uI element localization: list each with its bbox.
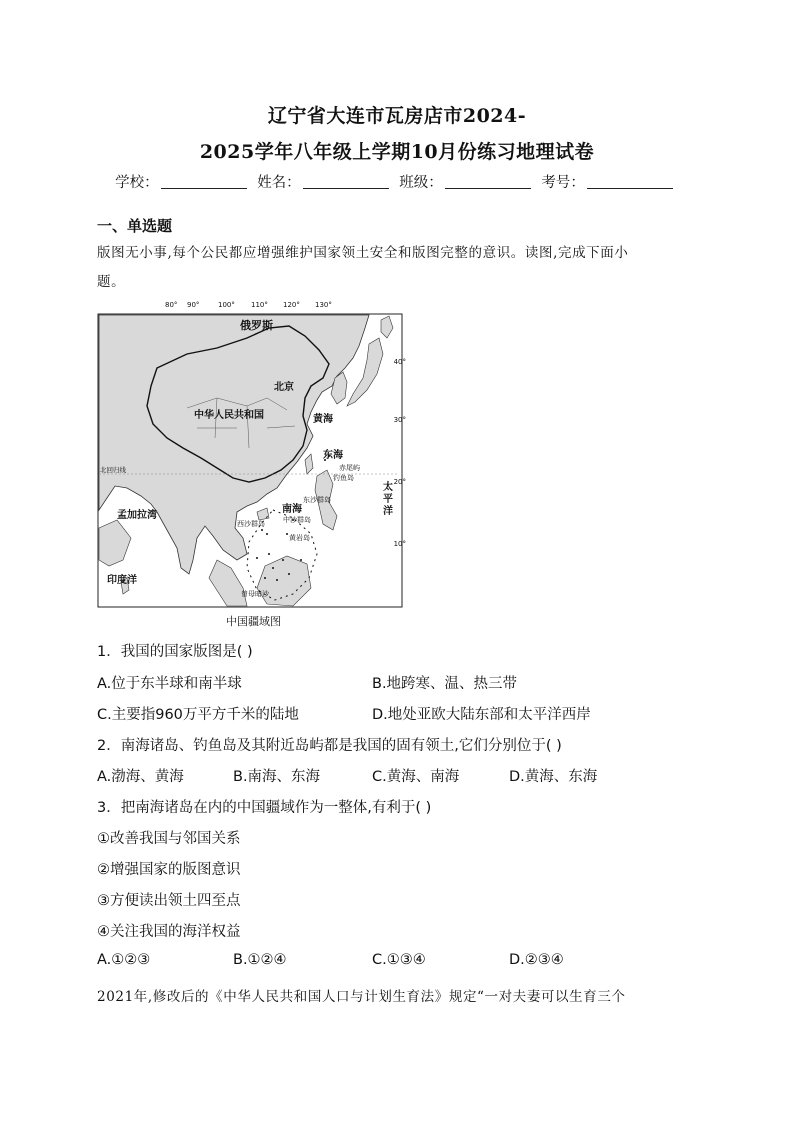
- lat-label: 10°: [393, 540, 406, 548]
- class-blank[interactable]: [445, 174, 531, 189]
- q3-option-c[interactable]: C.①③④: [372, 952, 426, 968]
- intro-text-line1: 版图无小事,每个公民都应增强维护国家领土安全和版图完整的意识。读图,完成下面小: [97, 245, 629, 261]
- label-beijing: 北京: [274, 382, 294, 393]
- label-prc: 中华人民共和国: [194, 410, 264, 421]
- q3-statement-1: ①改善我国与邻国关系: [97, 831, 241, 847]
- name-blank[interactable]: [303, 174, 389, 189]
- q3-statement-3: ③方便读出领土四至点: [97, 893, 241, 909]
- lat-label: 30°: [393, 416, 406, 424]
- q3-option-d[interactable]: D.②③④: [509, 952, 564, 968]
- label-south-sea: 南海: [282, 504, 302, 515]
- lon-label: 100°: [218, 301, 235, 309]
- school-blank[interactable]: [161, 174, 247, 189]
- q1-option-a[interactable]: A.位于东半球和南半球: [97, 676, 242, 692]
- label-east-sea: 东海: [323, 450, 343, 461]
- lon-label: 80°: [165, 301, 178, 309]
- school-label: 学校：: [115, 175, 159, 191]
- lon-label: 130°: [315, 301, 332, 309]
- student-info-row: [0, 171, 794, 192]
- q2-option-c[interactable]: C.黄海、南海: [372, 769, 460, 785]
- page-title-line2: 2025学年八年级上学期10月份练习地理试卷: [199, 141, 595, 163]
- question-1-stem: 1．我国的国家版图是( ): [97, 644, 253, 660]
- q3-statement-2: ②增强国家的版图意识: [97, 862, 241, 878]
- exam-number-blank[interactable]: [587, 174, 673, 189]
- name-label: 姓名：: [257, 175, 301, 191]
- class-label: 班级：: [399, 175, 443, 191]
- label-chiwei: 赤尾屿: [339, 464, 360, 472]
- label-pacific: 洋: [383, 506, 393, 517]
- label-indian-ocean: 印度洋: [107, 575, 137, 586]
- label-zengmu: 曾母暗沙: [241, 590, 269, 598]
- lat-label: 40°: [393, 358, 406, 366]
- q2-option-a[interactable]: A.渤海、黄海: [97, 769, 184, 785]
- label-tropic: 北回归线: [100, 466, 126, 474]
- q2-option-b[interactable]: B.南海、东海: [233, 769, 321, 785]
- q1-option-c[interactable]: C.主要指960万平方千米的陆地: [97, 707, 299, 723]
- label-bay-of-bengal: 孟加拉湾: [117, 510, 157, 521]
- label-diaoyu: 钓鱼岛: [333, 474, 354, 482]
- next-question-intro: 2021年,修改后的《中华人民共和国人口与计划生育法》规定“一对夫妻可以生育三个: [97, 989, 626, 1005]
- label-pacific: 太: [383, 482, 393, 493]
- question-2-stem: 2．南海诸岛、钓鱼岛及其附近岛屿都是我国的固有领土,它们分别位于( ): [97, 738, 562, 754]
- lon-label: 110°: [251, 301, 268, 309]
- lon-label: 90°: [187, 301, 200, 309]
- map-caption: 中国疆域图: [226, 615, 281, 628]
- lon-label: 120°: [283, 301, 300, 309]
- label-xisha: 西沙群岛: [237, 520, 265, 528]
- lat-label: 20°: [393, 478, 406, 486]
- china-territory-map: [97, 298, 407, 610]
- label-russia: 俄罗斯: [240, 319, 273, 332]
- section-heading: 一、单选题: [97, 217, 173, 235]
- question-3-stem: 3．把南海诸岛在内的中国疆域作为一整体,有利于( ): [97, 800, 432, 816]
- intro-text-line2: 题。: [97, 274, 126, 290]
- label-yellow-sea: 黄海: [313, 414, 333, 425]
- q3-option-b[interactable]: B.①②④: [233, 952, 287, 968]
- label-dongsha: 东沙群岛: [303, 496, 331, 504]
- page-title-line1: 辽宁省大连市瓦房店市2024-: [267, 105, 527, 127]
- label-huangyan: 黄岩岛: [289, 534, 310, 542]
- exam-number-label: 考号：: [541, 175, 585, 191]
- q3-option-a[interactable]: A.①②③: [97, 952, 151, 968]
- label-zhongsha: 中沙群岛: [283, 516, 311, 524]
- q3-statement-4: ④关注我国的海洋权益: [97, 924, 241, 940]
- q1-option-b[interactable]: B.地跨寒、温、热三带: [372, 676, 518, 692]
- q2-option-d[interactable]: D.黄海、东海: [509, 769, 598, 785]
- q1-option-d[interactable]: D.地处亚欧大陆东部和太平洋西岸: [372, 707, 591, 723]
- label-pacific: 平: [383, 494, 393, 505]
